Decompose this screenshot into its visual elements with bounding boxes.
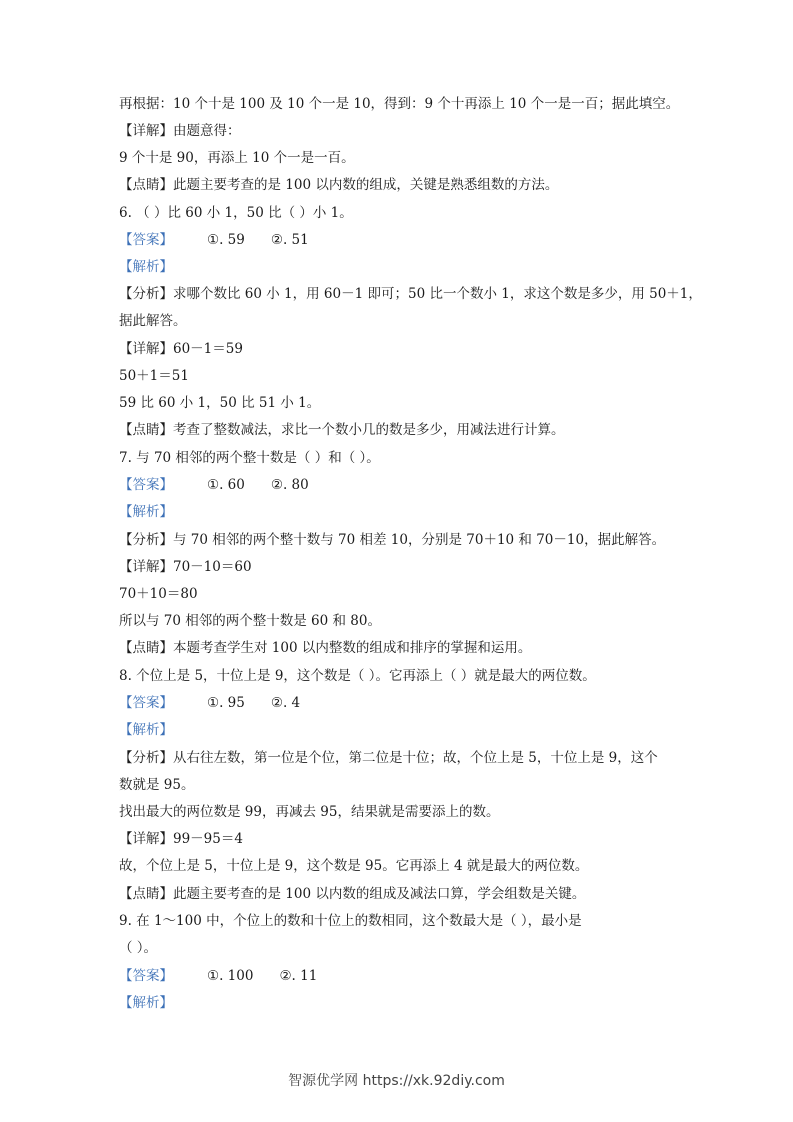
answer-row xyxy=(119,475,679,495)
answer-item: ①. 95 xyxy=(207,695,245,711)
answer-row xyxy=(119,230,679,250)
answer-row xyxy=(119,693,679,713)
answer-item: ②. 51 xyxy=(270,232,309,248)
answer-item: ①. 60 xyxy=(207,477,245,493)
answer-item: ①. 59 xyxy=(207,232,245,248)
text-line: 数就是 95。 xyxy=(119,777,195,793)
text-line: 【分析】求哪个数比 60 小 1，用 60－1 即可；50 比一个数小 1，求这个数是多少，用 50＋1， xyxy=(119,286,702,302)
text-line: 50＋1＝51 xyxy=(119,368,189,384)
answer-label: 【答案】 xyxy=(119,695,173,711)
text-line: 【点睛】此题主要考查的是 100 以内数的组成及减法口算，学会组数是关键。 xyxy=(119,886,586,902)
text-line: 【分析】从右往左数，第一位是个位，第二位是十位；故，个位上是 5，十位上是 9，这个 xyxy=(119,750,658,766)
text-line: 【详解】60－1＝59 xyxy=(119,341,243,357)
answer-item: ②. 4 xyxy=(270,695,301,711)
answer-label: 【答案】 xyxy=(119,232,173,248)
text-line: 再根据：10 个十是 100 及 10 个一是 10，得到：9 个十再添上 10 个一是一百；据此填空。 xyxy=(119,96,680,112)
answer-label: 【答案】 xyxy=(119,968,173,984)
text-line: 【详解】由题意得： xyxy=(119,123,241,139)
text-line: 70＋10＝80 xyxy=(119,586,198,602)
text-line: 9 个十是 90，再添上 10 个一是一百。 xyxy=(119,150,355,166)
text-line: 【详解】99－95＝4 xyxy=(119,831,243,847)
text-line: 【点睛】此题主要考查的是 100 以内数的组成，关键是熟悉组数的方法。 xyxy=(119,177,559,193)
text-line: 故，个位上是 5，十位上是 9，这个数是 95。它再添上 4 就是最大的两位数。 xyxy=(119,858,589,874)
site-footer: 智源优学网 https://xk.92diy.com xyxy=(288,1073,505,1089)
text-line: 据此解答。 xyxy=(119,313,187,329)
answer-item: ②. 11 xyxy=(279,968,318,984)
analysis-label: 【解析】 xyxy=(119,722,173,738)
text-line: 【详解】70－10＝60 xyxy=(119,559,252,575)
analysis-label: 【解析】 xyxy=(119,995,173,1011)
text-line: （ ）。 xyxy=(119,940,158,956)
answer-item: ①. 100 xyxy=(207,968,254,984)
text-line: 【分析】与 70 相邻的两个整十数与 70 相差 10，分别是 70＋10 和 70－10，据此解答。 xyxy=(119,532,666,548)
question-9: 9. 在 1～100 中，个位上的数和十位上的数相同，这个数最大是（ ），最小是 xyxy=(119,913,582,929)
text-line: 59 比 60 小 1，50 比 51 小 1。 xyxy=(119,395,321,411)
question-7: 7. 与 70 相邻的两个整十数是（ ）和（ ）。 xyxy=(119,450,380,466)
text-line: 【点睛】考查了整数减法，求比一个数小几的数是多少，用减法进行计算。 xyxy=(119,422,565,438)
question-6: 6. （ ）比 60 小 1，50 比（ ）小 1。 xyxy=(119,205,353,221)
answer-item: ②. 80 xyxy=(270,477,309,493)
answer-label: 【答案】 xyxy=(119,477,173,493)
text-line: 【点睛】本题考查学生对 100 以内整数的组成和排序的掌握和运用。 xyxy=(119,640,532,656)
text-line: 找出最大的两位数是 99，再减去 95，结果就是需要添上的数。 xyxy=(119,804,500,820)
answer-row xyxy=(119,966,679,986)
question-8: 8. 个位上是 5，十位上是 9，这个数是（ ）。它再添上（ ）就是最大的两位数。 xyxy=(119,668,596,684)
analysis-label: 【解析】 xyxy=(119,259,173,275)
analysis-label: 【解析】 xyxy=(119,504,173,520)
text-line: 所以与 70 相邻的两个整十数是 60 和 80。 xyxy=(119,613,381,629)
